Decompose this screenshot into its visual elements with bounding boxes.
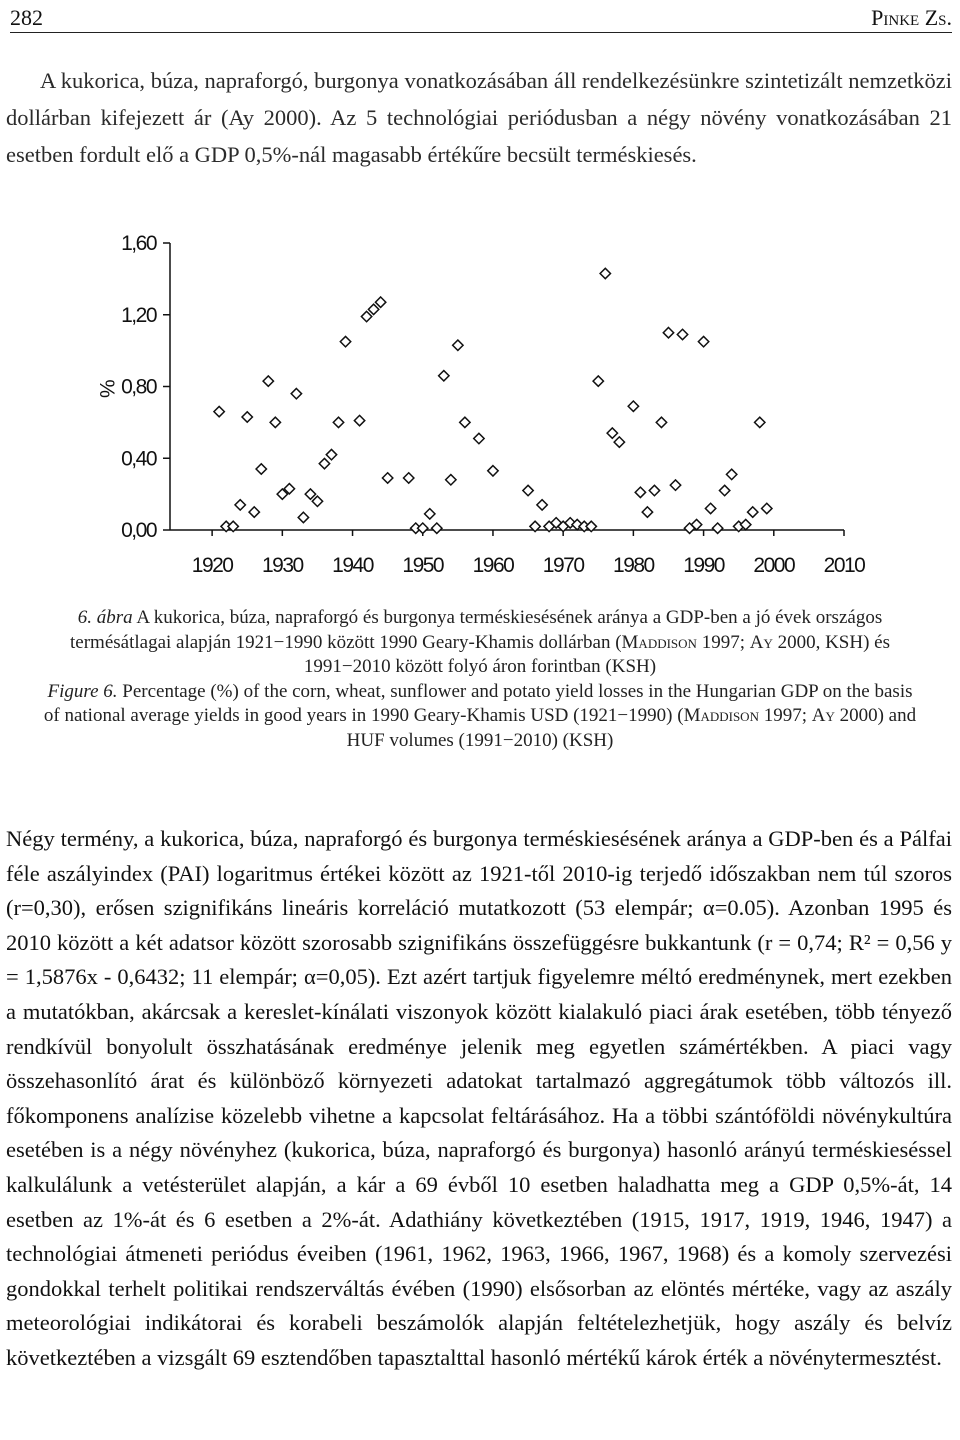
y-axis-label: % bbox=[95, 379, 118, 397]
data-point bbox=[312, 496, 322, 506]
caption-en-ref-ay: Ay bbox=[811, 705, 835, 727]
data-point bbox=[614, 437, 624, 447]
data-point bbox=[698, 336, 708, 346]
figure-caption bbox=[40, 606, 920, 754]
data-point bbox=[214, 406, 224, 416]
data-point bbox=[635, 487, 645, 497]
x-tick-label: 1970 bbox=[542, 554, 584, 577]
caption-en-text-1: Percentage (%) of the corn, wheat, sunflower and potato yield losses in the Hungarian GDP on the basis of national average yields in good years in 1990 Geary-Khamis USD (1921−1990) ( bbox=[43, 680, 913, 727]
data-point bbox=[460, 417, 470, 427]
x-tick-label: 1920 bbox=[191, 554, 233, 577]
running-head bbox=[10, 2, 952, 33]
caption-hu-text-2: 1997; bbox=[696, 631, 750, 653]
data-point bbox=[537, 500, 547, 510]
y-tick-label: 1,20 bbox=[121, 303, 156, 327]
data-point bbox=[726, 469, 736, 479]
x-tick-label: 1950 bbox=[402, 554, 444, 577]
figure-6 bbox=[60, 228, 900, 598]
data-point bbox=[670, 480, 680, 490]
data-point bbox=[712, 523, 722, 533]
data-point bbox=[600, 268, 610, 278]
data-point bbox=[642, 507, 652, 517]
y-tick-label: 0,40 bbox=[121, 447, 156, 471]
data-point bbox=[270, 417, 280, 427]
data-point bbox=[382, 473, 392, 483]
data-point bbox=[705, 503, 715, 513]
data-point bbox=[649, 485, 659, 495]
data-point bbox=[326, 449, 336, 459]
x-tick-label: 1940 bbox=[332, 554, 373, 577]
data-point bbox=[474, 433, 484, 443]
caption-hu-text-3: 2000, KSH) és 1991−2010 között folyó áron forintban (KSH) bbox=[303, 631, 890, 678]
data-point bbox=[762, 503, 772, 513]
caption-en-text-2: 1997; bbox=[758, 705, 812, 727]
data-point bbox=[404, 473, 414, 483]
data-point bbox=[249, 507, 259, 517]
data-point bbox=[439, 371, 449, 381]
x-tick-label: 1960 bbox=[472, 554, 514, 577]
data-point bbox=[263, 376, 273, 386]
data-point bbox=[523, 485, 533, 495]
data-point bbox=[333, 417, 343, 427]
caption-en-ref-maddison: Maddison bbox=[683, 705, 759, 727]
data-point bbox=[375, 297, 385, 307]
y-tick-label: 0,00 bbox=[121, 519, 156, 542]
caption-hu-ref-maddison: Maddison bbox=[621, 631, 697, 653]
caption-hu-text-1: A kukorica, búza, napraforgó és burgonya terméskiesésének aránya a GDP-ben a jó évek országos termésátlagai alapján 1921−1990 között 1990 Geary-Khamis dollárban ( bbox=[70, 607, 883, 653]
data-point bbox=[256, 464, 266, 474]
data-point bbox=[319, 458, 329, 468]
data-point bbox=[488, 466, 498, 476]
running-head-author: Pinke Zs. bbox=[871, 5, 952, 30]
x-tick-label: 1930 bbox=[261, 554, 303, 577]
data-point bbox=[593, 376, 603, 386]
x-axis bbox=[170, 530, 865, 577]
data-point bbox=[298, 512, 308, 522]
x-tick-label: 2010 bbox=[823, 554, 865, 577]
data-point bbox=[607, 428, 617, 438]
x-tick-label: 1980 bbox=[613, 554, 654, 577]
data-point bbox=[354, 415, 364, 425]
data-point bbox=[432, 523, 442, 533]
data-point bbox=[418, 523, 428, 533]
data-point bbox=[453, 340, 463, 350]
y-tick-label: 0,80 bbox=[121, 375, 156, 399]
data-point bbox=[677, 329, 687, 339]
caption-hu-label: 6. ábra bbox=[77, 607, 133, 628]
data-point bbox=[361, 311, 371, 321]
data-point bbox=[368, 304, 378, 314]
data-point bbox=[663, 327, 673, 337]
data-point bbox=[305, 489, 315, 499]
caption-hungarian bbox=[40, 606, 920, 680]
x-tick-label: 2000 bbox=[753, 554, 795, 577]
data-point bbox=[235, 500, 245, 510]
caption-en-text-3: 2000) and HUF volumes (1991−2010) (KSH) bbox=[346, 705, 917, 751]
y-tick-label: 1,60 bbox=[121, 232, 156, 255]
data-point bbox=[656, 417, 666, 427]
data-point bbox=[755, 417, 765, 427]
caption-english bbox=[40, 680, 920, 754]
body-paragraph: Négy termény, a kukorica, búza, napraforgó és burgonya terméskiesésének aránya a GDP-ben és a Pálfai féle aszályindex (PAI) logaritmus értékei között az 1921-től 2010-ig terjedő időszakban nem túl szoros (r=0,30), erősen szignifikáns lineáris korreláció mutatkozott (53 elempár; α=0.05). Azonban 1995 és 2010 között a két adatsor között szorosabb szignifikáns összefüggésre bukkantunk (r = 0,74; R² = 0,56 y = 1,5876x - 0,6432; 11 elempár; α=0,05). Ezt azért tartjuk figyelemre méltó eredménynek, mert ezekben a mutatókban, akárcsak a kereslet-kínálati viszonyok között kialakuló piaci árak esetében, több tényező rendkívül bonyolult összhatásának eredménye jelenik meg egyetlen számértékben. A piaci vagy összehasonlító árat és különböző környezeti adatokat tartalmazó aggregátumok több változós ill. főkomponens analízise közelebb vihetne a kapcsolat feltárásához. Ha a többi szántóföldi növénykultúra esetében is a négy növényhez (kukorica, búza, napraforgó és burgonya) hasonló arányú terméskieséssel kalkulálunk a vetésterület alapján, a kár a 69 évből 10 esetben haladhatta meg a GDP 0,5%-át, 14 esetben az 1%-át és 6 esetben a 2%-át. Adathiány következtében (1915, 1917, 1919, 1946, 1947) a technológiai átmeneti periódus éveiben (1961, 1962, 1963, 1966, 1967, 1968) és a komoly szervezési gondokkal terhelt politikai rendszerváltás évében (1990) elsősorban az elöntés mértéke, vagy az aszály meteorológiai indikátorai és korabeli beszámolók alapján feltételezhetjük, hogy aszály és belvíz következtében a vizsgált 69 esztendőben tapasztalttal hasonló mértékű károk érték a növénytermesztést. bbox=[6, 826, 952, 1370]
data-point bbox=[425, 509, 435, 519]
intro-paragraph: A kukorica, búza, napraforgó, burgonya vonatkozásában áll rendelkezésünkre szintetizált nemzetközi dollárban kifejezett ár (Ay 2000). Az 5 technológiai periódusban a négy növény vonatkozásában 21 esetben fordult elő a GDP 0,5%-nál magasabb értékűre becsült terméskiesés. bbox=[6, 68, 952, 167]
caption-hu-ref-ay: Ay bbox=[749, 631, 773, 653]
data-point bbox=[719, 485, 729, 495]
y-axis bbox=[121, 232, 170, 542]
data-point bbox=[242, 412, 252, 422]
data-point bbox=[291, 388, 301, 398]
caption-en-label: Figure 6. bbox=[47, 680, 118, 702]
data-point bbox=[446, 475, 456, 485]
data-point bbox=[628, 401, 638, 411]
x-tick-label: 1990 bbox=[683, 554, 724, 577]
scatter-chart bbox=[60, 228, 900, 598]
page-number: 282 bbox=[10, 5, 43, 30]
data-points bbox=[214, 268, 772, 533]
data-point bbox=[748, 507, 758, 517]
data-point bbox=[340, 336, 350, 346]
